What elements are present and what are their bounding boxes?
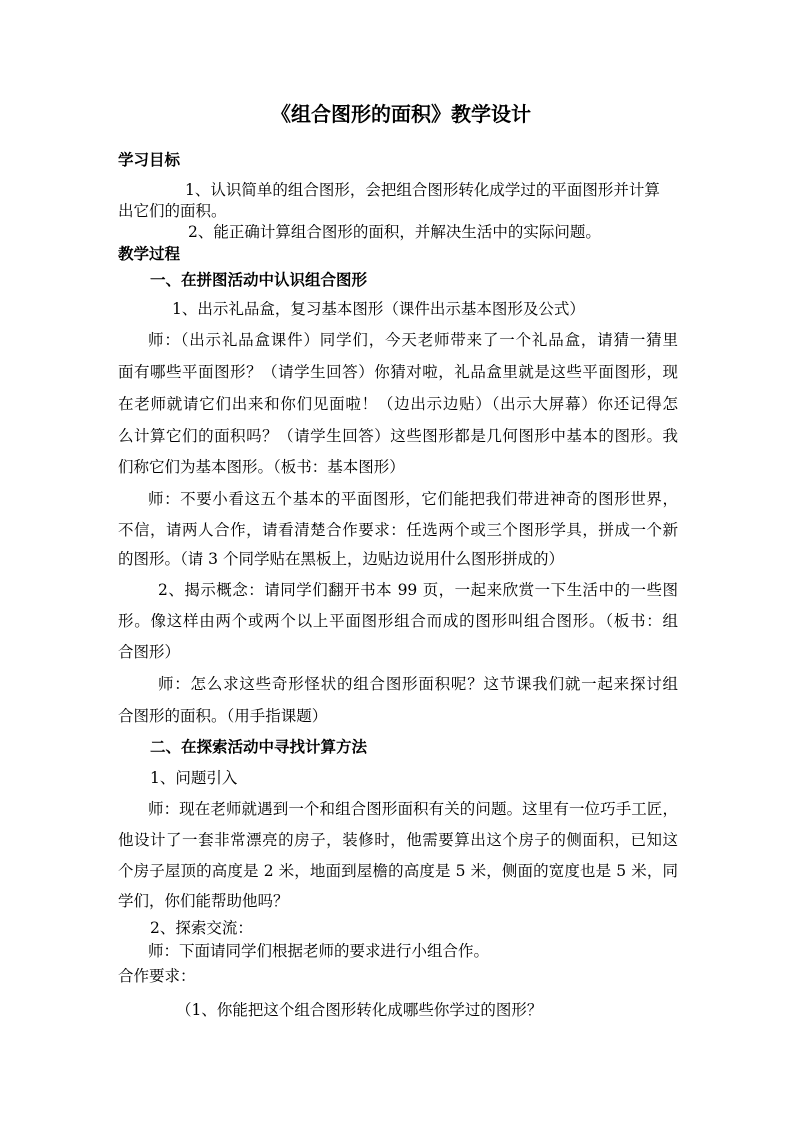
paragraph-line: 合图形的面积。（用手指课题） <box>118 707 328 725</box>
part-2-item-2: 2、探索交流： <box>150 919 253 937</box>
paragraph-line: 师：下面请同学们根据老师的要求进行小组合作。 <box>148 942 490 960</box>
paragraph-line: 师：怎么求这些奇形怪状的组合图形面积呢？这节课我们就一起来探讨组 <box>158 675 678 693</box>
part-2-heading: 二、在探索活动中寻找计算方法 <box>150 737 368 756</box>
paragraph-line: 师：不要小看这五个基本的平面图形，它们能把我们带进神奇的图形世界， <box>148 490 678 508</box>
goal-2: 2、能正确计算组合图形的面积，并解决生活中的实际问题。 <box>188 223 601 241</box>
paragraph-line: 师：现在老师就遇到一个和组合图形面积有关的问题。这里有一位巧手工匠， <box>148 800 678 818</box>
part-1-item-1: 1、出示礼品盒，复习基本图形（课件出示基本图形及公式） <box>172 300 585 318</box>
paragraph-line: 他设计了一套非常漂亮的房子，装修时，他需要算出这个房子的侧面积，已知这 <box>118 831 678 849</box>
paragraph-line: 形。像这样由两个或两个以上平面图形组合而成的图形叫组合图形。（板书：组 <box>118 612 678 630</box>
paragraph-line: 面有哪些平面图形？（请学生回答）你猜对啦，礼品盒里就是这些平面图形，现 <box>118 363 678 381</box>
section-heading-process: 教学过程 <box>118 244 181 263</box>
goal-1-line-2: 出它们的面积。 <box>118 202 227 220</box>
cooperation-item-1: （1、你能把这个组合图形转化成哪些你学过的图形？ <box>176 1001 543 1019</box>
paragraph-line: 师：（出示礼品盒课件）同学们，今天老师带来了一个礼品盒，请猜一猜里 <box>148 331 678 349</box>
cooperation-label: 合作要求： <box>118 967 196 985</box>
part-2-item-1: 1、问题引入 <box>150 769 238 787</box>
paragraph-line: 2、揭示概念：请同学们翻开书本 99 页，一起来欣赏一下生活中的一些图 <box>158 581 678 599</box>
section-heading-goals: 学习目标 <box>118 150 181 169</box>
paragraph-line: 的图形。（请 3 个同学贴在黑板上，边贴边说用什么图形拼成的） <box>118 550 564 568</box>
paragraph-line: 合图形） <box>118 643 181 661</box>
paragraph-line: 学们，你们能帮助他吗？ <box>118 892 289 910</box>
paragraph-line: 个房子屋顶的高度是 2 米，地面到屋檐的高度是 5 米，侧面的宽度也是 5 米，同 <box>118 862 678 880</box>
paragraph-line: 不信，请两人合作，请看清楚合作要求：任选两个或三个图形学具，拼成一个新 <box>118 521 678 539</box>
paragraph-line: 在老师就请它们出来和你们见面啦！（边出示边贴）（出示大屏幕）你还记得怎 <box>118 395 678 413</box>
document-title: 《组合图形的面积》教学设计 <box>271 102 531 126</box>
paragraph-line: 们称它们为基本图形。（板书：基本图形） <box>118 458 405 476</box>
paragraph-line: 么计算它们的面积吗？（请学生回答）这些图形都是几何图形中基本的图形。我 <box>118 427 678 445</box>
goal-1-line-1: 1、认识简单的组合图形，会把组合图形转化成学过的平面图形并计算 <box>185 181 660 199</box>
part-1-heading: 一、在拼图活动中认识组合图形 <box>150 270 368 289</box>
